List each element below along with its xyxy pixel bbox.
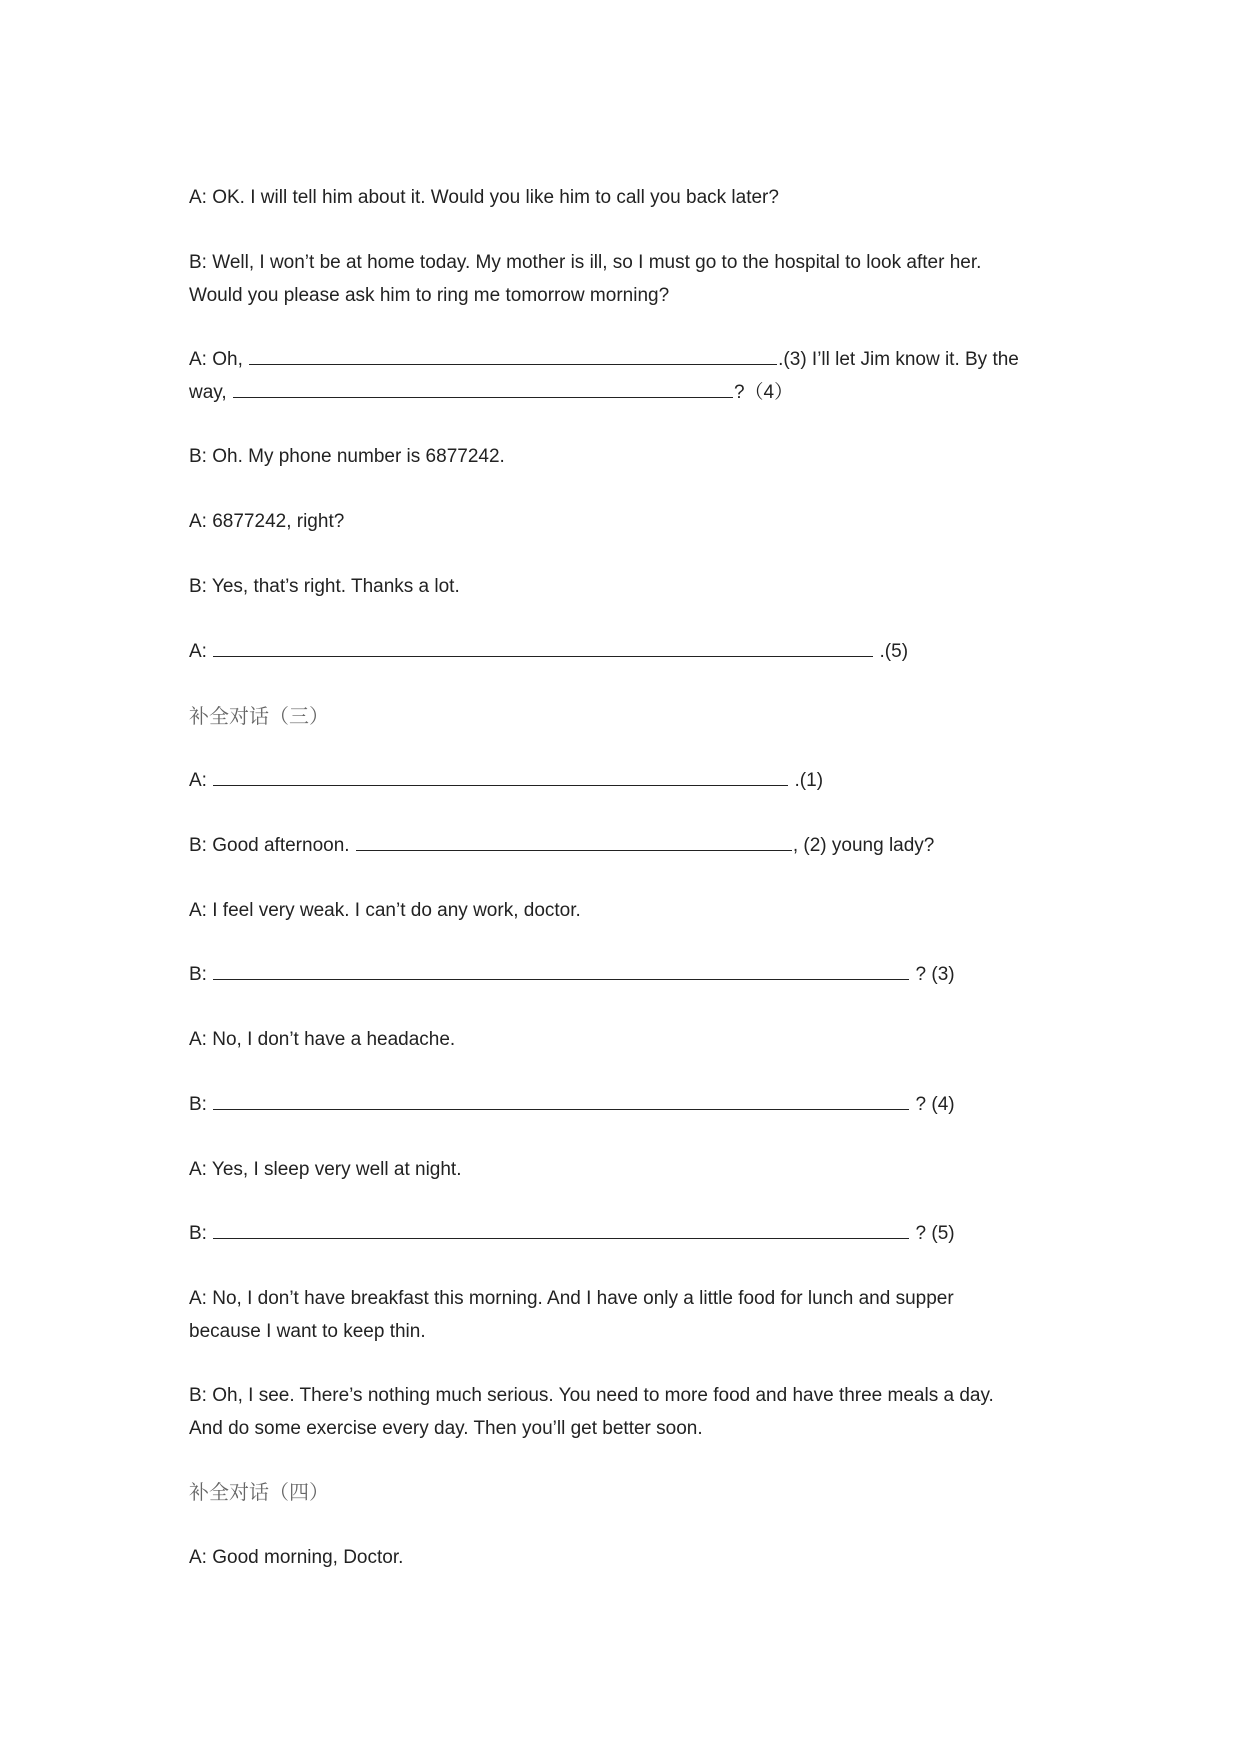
line-prefix: A: Oh, [189,349,243,370]
answer-blank-4[interactable] [233,378,733,398]
line-suffix: .(1) [794,770,824,791]
answer-blank-3[interactable] [249,345,777,365]
dialogue-line-with-blank [189,829,1061,862]
dialogue-line: A: Yes, I sleep very well at night. [189,1159,462,1180]
dialogue-line-with-blank [189,958,1061,991]
dialogue-line-with-blank [189,1217,1061,1250]
line-suffix: , (2) young lady? [792,835,935,856]
answer-blank-5[interactable] [213,1219,909,1239]
line-suffix: ? (3) [915,964,955,985]
line-prefix: A: [189,770,207,791]
line-suffix: ?（4） [733,382,794,403]
line-suffix: ? (5) [915,1223,955,1244]
line-prefix: B: [189,964,207,985]
dialogue-line: B: Yes, that’s right. Thanks a lot. [189,576,460,597]
line-suffix: .(3) I’ll let Jim know it. By the [778,349,1019,370]
line-prefix: B: [189,1223,207,1244]
dialogue-line: because I want to keep thin. [189,1321,426,1342]
dialogue-line: A: No, I don’t have breakfast this morning. And I have only a little food for lunch and supper [189,1288,954,1309]
answer-blank-1[interactable] [213,766,788,786]
answer-blank-4[interactable] [213,1090,909,1110]
dialogue-line: B: Well, I won’t be at home today. My mother is ill, so I must go to the hospital to look after her. [189,252,982,273]
dialogue-line: A: OK. I will tell him about it. Would you like him to call you back later? [189,187,779,208]
line-prefix: A: [189,641,207,662]
dialogue-line: A: No, I don’t have a headache. [189,1029,456,1050]
dialogue-line: A: Good morning, Doctor. [189,1547,404,1568]
dialogue-line: A: 6877242, right? [189,511,345,532]
section-heading: 补全对话（四） [189,1480,329,1504]
line-suffix: ? (4) [915,1094,955,1115]
dialogue-line: B: Oh, I see. There’s nothing much serious. You need to more food and have three meals a day. [189,1385,994,1406]
line-prefix: way, [189,382,227,403]
answer-blank-2[interactable] [356,831,792,851]
dialogue-line: B: Oh. My phone number is 6877242. [189,446,505,467]
answer-blank-5[interactable] [213,637,873,657]
line-suffix: .(5) [879,641,909,662]
answer-blank-3[interactable] [213,960,909,980]
dialogue-line-with-blank [189,635,1061,668]
dialogue-line: And do some exercise every day. Then you’ll get better soon. [189,1418,703,1439]
dialogue-line-with-blank [189,764,1061,797]
section-heading: 补全对话（三） [189,704,329,728]
line-prefix: B: Good afternoon. [189,835,350,856]
dialogue-line: Would you please ask him to ring me tomorrow morning? [189,285,670,306]
dialogue-line-with-blank [189,376,1061,409]
dialogue-line-with-blank [189,343,1061,376]
line-prefix: B: [189,1094,207,1115]
dialogue-line: A: I feel very weak. I can’t do any work, doctor. [189,900,581,921]
dialogue-line-with-blank [189,1088,1061,1121]
